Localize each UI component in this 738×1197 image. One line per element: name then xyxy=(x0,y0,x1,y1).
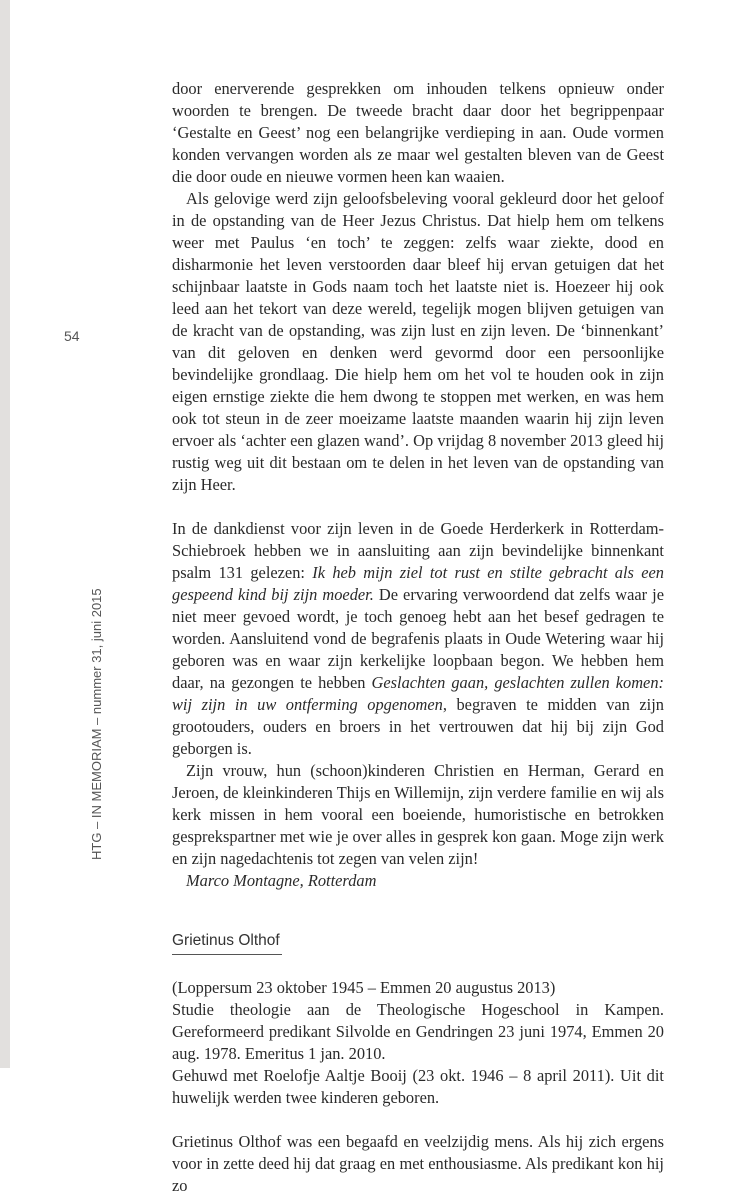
running-head: HTG – IN MEMORIAM – nummer 31, juni 2015 xyxy=(89,588,104,860)
page-edge xyxy=(0,0,10,1068)
paragraph-1: door enerverende gesprekken om inhouden telkens opnieuw onder woorden te brengen. De tweede bracht daar door het begrippenpaar ‘Gestalte en Geest’ nog een belangrijke verdieping in aan. Oude vormen konden vervangen worden als ze maar wel gestalten bleven van de Geest die door oude en nieuwe vormen heen kan waaien. xyxy=(172,79,664,186)
paragraph-2: Als gelovige werd zijn geloofsbeleving vooral gekleurd door het geloof in de opstanding van de Heer Jezus Christus. Dat hielp hem om telkens weer met Paulus ‘en toch’ te zeggen: zelfs waar ziekte, dood en disharmonie het leven verstoorden daar bleef hij ervan getuigen dat het schijnbaar laatste in Gods naam toch het laatste niet is. Hoezeer hij ook leed aan het tekort van deze wereld, tegelijk mogen blijven getuigen van de kracht van de opstanding, was zijn lust en zijn leven. De ‘binnenkant’ van dit geloven en denken werd gevormd door een persoonlijke bevindelijke grondlaag. Die hielp hem om het vol te houden ook in zijn eigen ernstige ziekte die hem dwong te stoppen met werken, en was hem ook tot steun in de zeer moeizame laatste maanden waarin hij zijn leven ervoer als ‘achter een glazen wand’. Op vrijdag 8 november 2013 gleed hij rustig weg uit dit bestaan om te delen in het leven van de opstanding van zijn Heer. xyxy=(172,189,664,494)
bio-career: Studie theologie aan de Theologische Hogeschool in Kampen. Gereformeerd predikant Silvolde en Gendringen 23 juni 1974, Emmen 20 aug. 1978. Emeritus 1 jan. 2010. xyxy=(172,1000,664,1063)
bio-marriage: Gehuwd met Roelofje Aaltje Booij (23 okt. 1946 – 8 april 2011). Uit dit huwelijk werden twee kinderen geboren. xyxy=(172,1066,664,1107)
section-intro: Grietinus Olthof was een begaafd en veelzijdig mens. Als hij zich ergens voor in zette deed hij dat graag en met enthousiasme. Als predikant kon hij zo xyxy=(172,1132,664,1195)
paragraph-4: Zijn vrouw, hun (schoon)kinderen Christien en Herman, Gerard en Jeroen, de kleinkinderen Thijs en Willemijn, zijn verdere familie en wij als kerk missen in hem vooral een boeiende, humoristische en betrokken gesprekspartner met wie je over alles in gesprek kon gaan. Moge zijn werk en zijn nagedachtenis tot zegen van velen zijn! xyxy=(172,761,664,868)
paragraph-3 xyxy=(172,518,664,760)
psalm-quote: Ik heb mijn ziel tot rust en stilte gebracht als een gespeend kind bij zijn moeder. xyxy=(172,563,664,604)
page-number: 54 xyxy=(64,328,80,344)
hymn-quote: Geslachten gaan, geslachten zullen komen: wij zijn in uw ontferming opgenomen xyxy=(172,673,664,714)
paragraph-3-text-b: De ervaring verwoordend dat zelfs waar je niet meer gevoed wordt, je toch genoeg hebt aan het besef gedragen te worden. Aansluitend vond de begrafenis plaats in Oude Wetering waar hij geboren was en waar zijn kerkelijke loopbaan begon. We hebben hem daar, na gezongen te hebben xyxy=(172,585,665,692)
paragraph-3-text-a: In de dankdienst voor zijn leven in de Goede Herderkerk in Rotterdam-Schiebroek hebben we in aansluiting aan zijn bevindelijke binnenkant psalm 131 gelezen: xyxy=(172,519,664,582)
signature: Marco Montagne, Rotterdam xyxy=(186,871,377,890)
bio-dates: (Loppersum 23 oktober 1945 – Emmen 20 augustus 2013) xyxy=(172,978,556,997)
article-body xyxy=(172,78,664,1197)
section-heading: Grietinus Olthof xyxy=(172,930,282,955)
paragraph-3-text-c: , begraven te midden van zijn grootouders, ouders en broers in het vertrouwen dat hij bij zijn God geborgen is. xyxy=(172,695,664,758)
